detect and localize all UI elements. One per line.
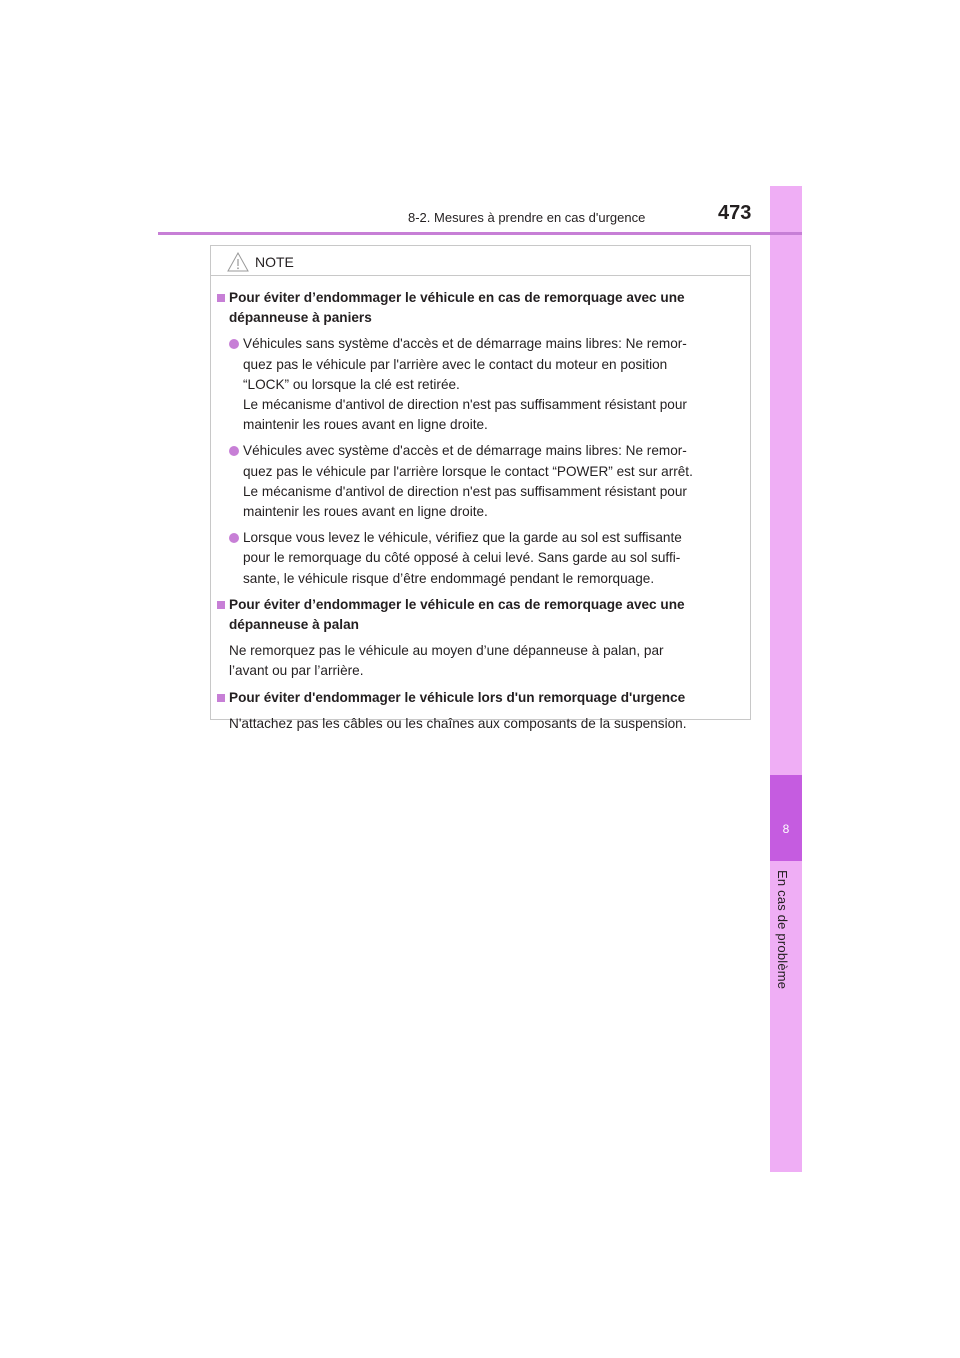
text-line: quez pas le véhicule par l'arrière avec le contact du moteur en position: [243, 356, 668, 372]
bullet-item: [217, 441, 744, 522]
round-bullet-icon: [229, 339, 239, 349]
text-line: maintenir les roues avant en ligne droite.: [243, 504, 488, 520]
round-bullet-icon: [229, 533, 239, 543]
text-line: pour le remorquage du côté opposé à celui levé. Sans garde au sol suffi-: [243, 550, 681, 566]
square-bullet-icon: [217, 294, 225, 302]
chapter-title: En cas de problème: [775, 870, 790, 990]
text-line: Ne remorquez pas le véhicule au moyen d’une dépanneuse à palan, par: [229, 643, 664, 659]
bullet-item: [217, 528, 744, 589]
heading-line: Pour éviter d’endommager le véhicule en cas de remorquage avec une: [229, 596, 685, 612]
chapter-number: 8: [782, 822, 790, 836]
note-heading: [217, 688, 744, 708]
text-line: quez pas le véhicule par l'arrière lorsque le contact “POWER” est sur arrêt.: [243, 463, 693, 479]
paragraph: [217, 714, 744, 734]
heading-line: Pour éviter d’endommager le véhicule en cas de remorquage avec une: [229, 290, 685, 305]
heading-line: dépanneuse à paniers: [229, 310, 372, 326]
page-number: 473: [718, 202, 752, 224]
note-header: [211, 246, 750, 276]
text-line: Le mécanisme d'antivol de direction n'est pas suffisamment résistant pour: [243, 483, 687, 499]
bullet-item: [217, 334, 744, 435]
section-title: 8-2. Mesures à prendre en cas d'urgence: [408, 210, 646, 225]
chapter-side-tab: [770, 186, 802, 1172]
text-line: Lorsque vous levez le véhicule, vérifiez que la garde au sol est suffisante: [243, 530, 682, 546]
text-line: N'attachez pas les câbles ou les chaînes aux composants de la suspension.: [229, 715, 687, 731]
heading-line: Pour éviter d'endommager le véhicule lors d'un remorquage d'urgence: [229, 689, 686, 705]
text-line: Véhicules avec système d'accès et de démarrage mains libres: Ne remor-: [243, 443, 687, 459]
note-heading: [217, 595, 744, 635]
text-line: sante, le véhicule risque d’être endommagé pendant le remorquage.: [243, 570, 655, 586]
text-line: Véhicules sans système d'accès et de démarrage mains libres: Ne remor-: [243, 336, 687, 352]
text-line: maintenir les roues avant en ligne droite.: [243, 417, 488, 433]
note-heading: [217, 288, 744, 328]
note-box: [210, 245, 751, 731]
square-bullet-icon: [217, 694, 225, 702]
warning-triangle-icon: [227, 252, 249, 272]
chapter-tab-active[interactable]: [770, 775, 802, 861]
text-line: l’avant ou par l’arrière.: [229, 663, 364, 679]
heading-line: dépanneuse à palan: [229, 617, 359, 633]
paragraph: [217, 641, 744, 681]
round-bullet-icon: [229, 446, 239, 456]
note-body: [217, 288, 744, 740]
text-line: “LOCK” ou lorsque la clé est retirée.: [243, 376, 460, 392]
square-bullet-icon: [217, 601, 225, 609]
header-divider: [158, 232, 802, 235]
text-line: Le mécanisme d'antivol de direction n'est pas suffisamment résistant pour: [243, 397, 687, 413]
note-label: NOTE: [255, 254, 294, 270]
